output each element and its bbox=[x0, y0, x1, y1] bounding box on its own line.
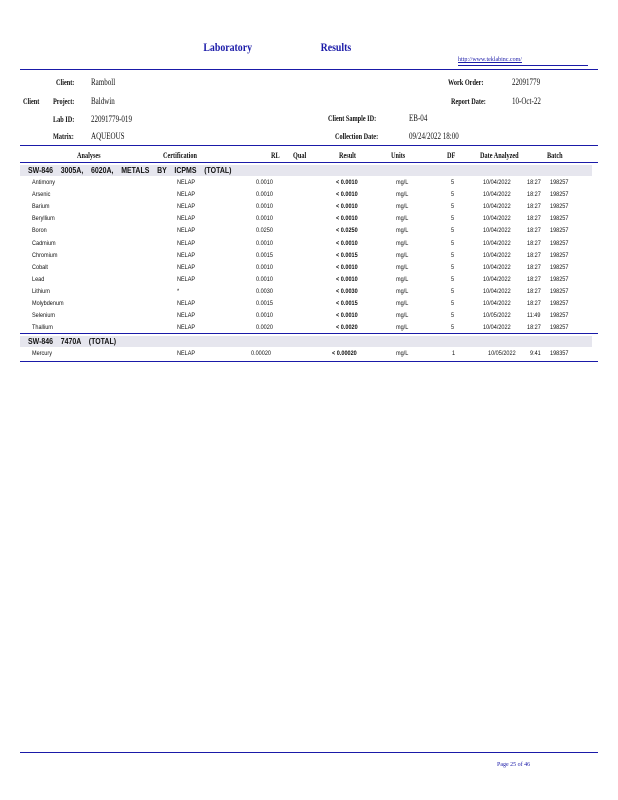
page-number: Page 25 of 46 bbox=[497, 762, 531, 768]
lab-id-value: 22091779-019 bbox=[91, 114, 132, 124]
result-value: < 0.0015 bbox=[336, 300, 358, 307]
units-value: mg/L bbox=[396, 350, 409, 357]
col-analyses: Analyses bbox=[77, 151, 101, 160]
analyzed-date: 10/04/2022 bbox=[483, 215, 511, 223]
units-value: mg/L bbox=[396, 287, 409, 295]
batch-value: 198357 bbox=[550, 350, 569, 357]
table-row bbox=[0, 191, 618, 203]
analyzed-time: 18:27 bbox=[527, 227, 541, 235]
df-value: 5 bbox=[451, 227, 455, 235]
analyzed-date: 10/05/2022 bbox=[488, 350, 516, 357]
result-value: < 0.0010 bbox=[336, 263, 358, 271]
certification-value: NELAP bbox=[177, 227, 196, 235]
table-row bbox=[0, 203, 618, 215]
analyzed-time: 18:27 bbox=[527, 203, 541, 211]
df-value: 5 bbox=[451, 251, 455, 259]
table-bottom-rule bbox=[20, 361, 598, 362]
client-value: Ramboll bbox=[91, 77, 116, 87]
rl-value: 0.0010 bbox=[256, 179, 273, 186]
certification-value: NELAP bbox=[177, 324, 196, 332]
df-value: 5 bbox=[451, 263, 455, 271]
analyzed-time: 18:27 bbox=[527, 287, 541, 295]
method-group-header bbox=[20, 336, 592, 347]
col-result: Result bbox=[339, 151, 356, 160]
certification-value: NELAP bbox=[177, 203, 196, 211]
certification-value: * bbox=[177, 287, 180, 295]
analyte-name: Chromium bbox=[32, 251, 58, 259]
analyte-name: Antimony bbox=[32, 179, 56, 186]
col-date-analyzed: Date Analyzed bbox=[480, 151, 519, 160]
batch-value: 198257 bbox=[550, 239, 569, 247]
footer-rule bbox=[20, 752, 598, 753]
df-value: 5 bbox=[451, 287, 455, 295]
analyzed-time: 11:49 bbox=[527, 312, 541, 320]
analyzed-time: 18:27 bbox=[527, 179, 541, 186]
batch-value: 198257 bbox=[550, 263, 569, 271]
analyzed-time: 18:27 bbox=[527, 275, 541, 283]
df-value: 5 bbox=[451, 215, 455, 223]
table-row bbox=[0, 312, 618, 324]
report-title bbox=[0, 40, 507, 56]
table-row bbox=[0, 300, 618, 312]
analyzed-time: 18:27 bbox=[527, 324, 541, 332]
table-row bbox=[0, 240, 618, 252]
rl-value: 0.00020 bbox=[251, 350, 271, 357]
analyzed-date: 10/04/2022 bbox=[483, 227, 511, 235]
result-value: < 0.0010 bbox=[336, 275, 358, 283]
certification-value: NELAP bbox=[177, 179, 196, 186]
table-row bbox=[0, 288, 618, 300]
rl-value: 0.0020 bbox=[256, 324, 273, 332]
analyte-name: Lead bbox=[32, 275, 45, 283]
result-value: < 0.0030 bbox=[336, 287, 358, 295]
result-value: < 0.0010 bbox=[336, 203, 358, 211]
units-value: mg/L bbox=[396, 191, 409, 199]
client-sample-id-value: EB-04 bbox=[409, 113, 428, 123]
df-value: 1 bbox=[452, 350, 456, 357]
rl-value: 0.0010 bbox=[256, 263, 273, 271]
units-value: mg/L bbox=[396, 312, 409, 320]
units-value: mg/L bbox=[396, 215, 409, 223]
analyzed-time: 18:27 bbox=[527, 215, 541, 223]
batch-value: 198257 bbox=[550, 275, 569, 283]
certification-value: NELAP bbox=[177, 312, 196, 320]
work-order-value: 22091779 bbox=[512, 77, 541, 87]
rl-value: 0.0250 bbox=[256, 227, 273, 235]
analyzed-time: 18:27 bbox=[527, 251, 541, 259]
analyzed-time: 18:27 bbox=[527, 263, 541, 271]
result-value: < 0.0010 bbox=[336, 191, 358, 199]
df-value: 5 bbox=[451, 239, 455, 247]
certification-value: NELAP bbox=[177, 275, 196, 283]
report-date-label: Report Date: bbox=[451, 97, 486, 106]
df-value: 5 bbox=[451, 300, 455, 307]
batch-value: 198257 bbox=[550, 324, 569, 332]
analyzed-date: 10/04/2022 bbox=[483, 191, 511, 199]
analyte-name: Barium bbox=[32, 203, 50, 211]
result-value: < 0.0010 bbox=[336, 179, 358, 186]
project-label: Project: bbox=[53, 97, 75, 106]
units-value: mg/L bbox=[396, 324, 409, 332]
col-batch: Batch bbox=[547, 151, 563, 160]
title-laboratory: Laboratory bbox=[203, 40, 253, 54]
table-row bbox=[0, 215, 618, 227]
analyzed-date: 10/04/2022 bbox=[483, 239, 511, 247]
group-separator-rule bbox=[20, 333, 598, 334]
df-value: 5 bbox=[451, 275, 455, 283]
lab-id-label: Lab ID: bbox=[53, 115, 75, 124]
col-qual: Qual bbox=[293, 151, 307, 160]
units-value: mg/L bbox=[396, 300, 409, 307]
table-row bbox=[0, 252, 618, 264]
result-value: < 0.0020 bbox=[336, 324, 358, 332]
collection-date-value: 09/24/2022 18:00 bbox=[409, 131, 459, 141]
rl-value: 0.0010 bbox=[256, 275, 273, 283]
matrix-label: Matrix: bbox=[53, 132, 74, 141]
rl-value: 0.0015 bbox=[256, 300, 273, 307]
rl-value: 0.0010 bbox=[256, 191, 273, 199]
df-value: 5 bbox=[451, 203, 455, 211]
header-top-rule bbox=[20, 69, 598, 70]
df-value: 5 bbox=[451, 324, 455, 332]
df-value: 5 bbox=[451, 312, 455, 320]
units-value: mg/L bbox=[396, 227, 409, 235]
analyte-name: Cadmium bbox=[32, 239, 56, 247]
rl-value: 0.0010 bbox=[256, 215, 273, 223]
batch-value: 198257 bbox=[550, 287, 569, 295]
batch-value: 198257 bbox=[550, 191, 569, 199]
df-value: 5 bbox=[451, 179, 455, 186]
analyzed-date: 10/04/2022 bbox=[483, 179, 511, 186]
certification-value: NELAP bbox=[177, 251, 196, 259]
analyte-name: Mercury bbox=[32, 350, 52, 357]
units-value: mg/L bbox=[396, 179, 409, 186]
units-value: mg/L bbox=[396, 239, 409, 247]
url-underline bbox=[458, 65, 588, 66]
table-row bbox=[0, 264, 618, 276]
table-row bbox=[0, 276, 618, 288]
table-row bbox=[0, 179, 618, 191]
rl-value: 0.0010 bbox=[256, 312, 273, 320]
analyte-name: Boron bbox=[32, 227, 47, 235]
analyzed-date: 10/04/2022 bbox=[483, 287, 511, 295]
df-value: 5 bbox=[451, 191, 455, 199]
units-value: mg/L bbox=[396, 275, 409, 283]
col-units: Units bbox=[391, 151, 406, 160]
work-order-label: Work Order: bbox=[448, 78, 484, 87]
batch-value: 198257 bbox=[550, 203, 569, 211]
analyzed-time: 9:41 bbox=[530, 350, 541, 357]
certification-value: NELAP bbox=[177, 350, 196, 357]
result-value: < 0.0010 bbox=[336, 239, 358, 247]
analyzed-date: 10/04/2022 bbox=[483, 203, 511, 211]
client-sample-id-label: Client Sample ID: bbox=[328, 114, 377, 123]
col-rl: RL bbox=[271, 151, 280, 160]
matrix-value: AQUEOUS bbox=[91, 131, 125, 141]
col-df: DF bbox=[447, 151, 456, 160]
batch-value: 198257 bbox=[550, 300, 569, 307]
report-date-value: 10-Oct-22 bbox=[512, 96, 541, 106]
analyte-name: Thallium bbox=[32, 324, 53, 332]
analyzed-time: 18:27 bbox=[527, 300, 541, 307]
certification-value: NELAP bbox=[177, 239, 196, 247]
analyzed-date: 10/04/2022 bbox=[483, 263, 511, 271]
batch-value: 198257 bbox=[550, 227, 569, 235]
units-value: mg/L bbox=[396, 263, 409, 271]
batch-value: 198257 bbox=[550, 215, 569, 223]
result-value: < 0.0015 bbox=[336, 251, 358, 259]
client-side-label: Client bbox=[23, 97, 40, 106]
rl-value: 0.0010 bbox=[256, 239, 273, 247]
analyzed-time: 18:27 bbox=[527, 191, 541, 199]
client-label: Client: bbox=[56, 78, 75, 87]
rl-value: 0.0015 bbox=[256, 251, 273, 259]
method-group-title: SW-846 3005A, 6020A, METALS BY ICPMS (TOTAL) bbox=[28, 165, 232, 175]
certification-value: NELAP bbox=[177, 191, 196, 199]
analyzed-time: 18:27 bbox=[527, 239, 541, 247]
analyzed-date: 10/04/2022 bbox=[483, 275, 511, 283]
table-header-rule bbox=[20, 162, 598, 163]
lab-website-link[interactable]: http://www.teklabinc.com/ bbox=[458, 57, 522, 63]
analyzed-date: 10/04/2022 bbox=[483, 300, 511, 307]
rl-value: 0.0030 bbox=[256, 287, 273, 295]
certification-value: NELAP bbox=[177, 300, 196, 307]
analyzed-date: 10/04/2022 bbox=[483, 251, 511, 259]
analyzed-date: 10/05/2022 bbox=[483, 312, 511, 320]
result-value: < 0.0250 bbox=[336, 227, 358, 235]
analyzed-date: 10/04/2022 bbox=[483, 324, 511, 332]
analyte-name: Cobalt bbox=[32, 263, 48, 271]
result-value: < 0.0010 bbox=[336, 215, 358, 223]
project-value: Baldwin bbox=[91, 96, 115, 106]
rl-value: 0.0010 bbox=[256, 203, 273, 211]
analyte-name: Lithium bbox=[32, 287, 50, 295]
method-group-header bbox=[20, 165, 592, 176]
analyte-name: Molybdenum bbox=[32, 300, 64, 307]
batch-value: 198257 bbox=[550, 251, 569, 259]
table-row bbox=[0, 324, 618, 336]
analyte-name: Arsenic bbox=[32, 191, 51, 199]
units-value: mg/L bbox=[396, 251, 409, 259]
certification-value: NELAP bbox=[177, 263, 196, 271]
col-certification: Certification bbox=[163, 151, 197, 160]
units-value: mg/L bbox=[396, 203, 409, 211]
method-group-title: SW-846 7470A (TOTAL) bbox=[28, 336, 117, 346]
certification-value: NELAP bbox=[177, 215, 196, 223]
analyte-name: Beryllium bbox=[32, 215, 55, 223]
result-value: < 0.00020 bbox=[332, 350, 357, 357]
table-row bbox=[0, 227, 618, 239]
collection-date-label: Collection Date: bbox=[335, 132, 379, 141]
batch-value: 198257 bbox=[550, 312, 569, 320]
batch-value: 198257 bbox=[550, 179, 569, 186]
info-bottom-rule bbox=[20, 145, 598, 146]
result-value: < 0.0010 bbox=[336, 312, 358, 320]
analyte-name: Selenium bbox=[32, 312, 56, 320]
title-results: Results bbox=[320, 40, 352, 54]
